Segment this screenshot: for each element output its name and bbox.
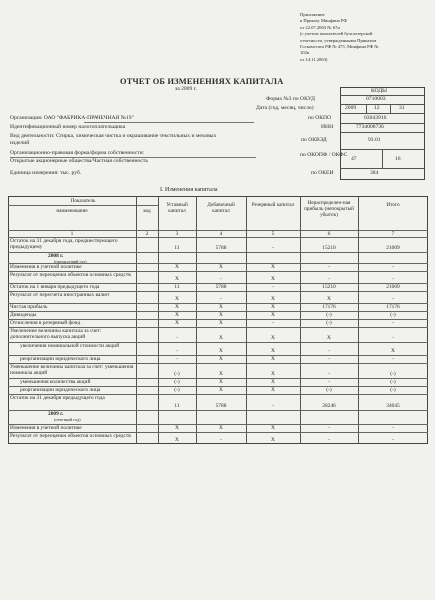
table-row	[8, 237, 428, 252]
unit-label: Единица измерения: тыс. руб.	[10, 170, 82, 176]
table-row	[8, 424, 428, 432]
activity-label: Вид деятельности: Стирка, химическая чистка и окрашивание текстильных и меховых	[10, 133, 217, 139]
row-value-c6: (-)	[326, 319, 332, 326]
row-value-c3: (-)	[174, 378, 180, 385]
inn-label: Идентификационный номер налогоплательщика	[10, 124, 126, 130]
row-value-c4: X	[219, 370, 223, 377]
row-value-c7: 21009	[386, 244, 400, 251]
row-value-c3: X	[175, 303, 179, 310]
row-value-c4: -	[220, 295, 222, 302]
row-value-c6: 15210	[322, 283, 336, 290]
row-value-c4: 5788	[215, 402, 227, 409]
row-name: Изменения в учетной политике	[10, 264, 82, 270]
column-number: 3	[175, 230, 179, 237]
table-row	[8, 311, 428, 319]
row-value-c3: (-)	[174, 386, 180, 393]
row-value-c6: -	[328, 436, 330, 443]
row-value-c4: X	[219, 311, 223, 318]
okei-value: 384	[370, 170, 379, 176]
row-value-c3: (-)	[174, 370, 180, 377]
row-value-c4: 5788	[215, 244, 227, 251]
okved-label: по ОКВЭД	[301, 137, 327, 143]
legal-form-value: Открытые акционерные общества/Частная собственность	[10, 158, 148, 164]
row-value-c6: 15210	[322, 244, 336, 251]
okopf-value: 47	[351, 156, 357, 162]
table-row	[8, 394, 428, 410]
row-value-c4: 5788	[215, 283, 227, 290]
row-value-c7: (-)	[390, 370, 396, 377]
table-row	[8, 271, 428, 283]
row-value-c4: X	[219, 334, 223, 341]
row-value-c6: X	[327, 334, 331, 341]
okved-value: 93.01	[368, 137, 381, 143]
row-value-c3: -	[176, 355, 178, 362]
table-row	[8, 355, 428, 363]
row-name: Остаток на 1 января предыдущего года	[10, 284, 100, 290]
row-value-c3: X	[175, 275, 179, 282]
table-row	[8, 378, 428, 386]
table-row	[8, 319, 428, 327]
row-subtitle: (отчетный год)	[54, 416, 81, 422]
okei-label: по ОКЕИ	[311, 170, 334, 176]
appendix-line: Приложение	[300, 12, 325, 17]
row-value-c7: -	[392, 263, 394, 270]
row-value-c5: X	[271, 355, 275, 362]
table-row	[8, 327, 428, 342]
table-row	[8, 303, 428, 311]
row-name: Остаток на 31 декабря предыдущего года	[10, 395, 105, 401]
row-value-c5: X	[271, 378, 275, 385]
row-name: Дивиденды	[10, 312, 37, 318]
row-value-c7: 21009	[386, 283, 400, 290]
appendix-line: от 22.07.2003 № 67н	[300, 24, 340, 30]
row-value-c3: -	[176, 347, 178, 354]
table-row	[8, 283, 428, 291]
row-value-c3: X	[175, 311, 179, 318]
row-name: Чистая прибыль	[10, 304, 48, 310]
row-value-c4: X	[219, 355, 223, 362]
row-value-c6: -	[328, 275, 330, 282]
row-name: Уменьшение величины капитала за счет: уменьшения номинала акций	[10, 364, 134, 376]
row-value-c5: X	[271, 436, 275, 443]
column-number: 1	[70, 230, 74, 237]
row-name: Отчисления в резервный фонд	[10, 320, 81, 326]
section-title: I. Изменения капитала	[160, 187, 218, 193]
header-indicator: Показатель	[70, 198, 96, 204]
row-value-c7: X	[391, 347, 395, 354]
row-value-c4: -	[220, 275, 222, 282]
row-value-c6: (-)	[326, 386, 332, 393]
row-value-c5: X	[271, 386, 275, 393]
table-row	[8, 386, 428, 394]
row-value-c4: X	[219, 347, 223, 354]
row-name: 2009 г.	[48, 411, 64, 417]
header-retained: Нераспределен-ная прибыль (непокрытый убыток)	[304, 200, 354, 219]
row-value-c3: -	[176, 334, 178, 341]
row-value-c7: (-)	[390, 386, 396, 393]
row-name: Результат от переоценки объектов основных средств	[10, 433, 131, 439]
row-value-c5: -	[272, 283, 274, 290]
column-number: 5	[271, 230, 275, 237]
row-value-c3: 11	[174, 402, 180, 409]
row-value-c5: X	[271, 334, 275, 341]
row-value-c6: -	[328, 347, 330, 354]
row-value-c4: X	[219, 424, 223, 431]
row-value-c7: -	[392, 319, 394, 326]
row-value-c5: X	[271, 303, 275, 310]
row-value-c3: X	[175, 319, 179, 326]
table-row	[8, 432, 428, 444]
row-value-c6: 17176	[322, 303, 336, 310]
row-value-c5: X	[271, 263, 275, 270]
row-name: уменьшения количества акций	[20, 379, 91, 385]
row-value-c7: -	[392, 424, 394, 431]
appendix-line: от 14.11.2003)	[300, 56, 328, 62]
form-label: Форма №3 по ОКУД	[266, 96, 315, 102]
row-value-c7: -	[392, 275, 394, 282]
row-value-c3: 11	[174, 244, 180, 251]
date-day: 31	[399, 105, 405, 111]
row-value-c3: X	[175, 295, 179, 302]
row-value-c5: -	[272, 244, 274, 251]
activity-label-2: изделий	[10, 140, 30, 146]
row-value-c7: -	[392, 334, 394, 341]
legal-form-label: Организационно-правовая форма/форма собственности:	[10, 150, 145, 156]
row-value-c6: -	[328, 263, 330, 270]
row-value-c4: X	[219, 319, 223, 326]
date-label: Дата (год, месяц, число)	[256, 105, 314, 111]
report-title: ОТЧЕТ ОБ ИЗМЕНЕНИЯХ КАПИТАЛА	[120, 77, 284, 86]
row-value-c5: X	[271, 424, 275, 431]
form-code: 0710003	[366, 96, 386, 102]
row-name: Остаток на 31 декабря года, предшествующего предыдущему	[10, 238, 118, 250]
column-number: 2	[145, 230, 149, 237]
row-value-c4: X	[219, 263, 223, 270]
table-row	[8, 410, 428, 424]
row-name: Результат от пересчета иностранных валют	[10, 292, 110, 298]
row-value-c6: 28246	[322, 402, 336, 409]
row-value-c4: X	[219, 386, 223, 393]
row-value-c5: X	[271, 295, 275, 302]
row-value-c6: -	[328, 355, 330, 362]
row-name: Увеличение величины капитала за счет: дополнительного выпуска акций	[10, 328, 102, 340]
appendix-line: к Приказу Минфина РФ	[300, 18, 348, 24]
row-value-c5: -	[272, 402, 274, 409]
row-value-c7: -	[392, 295, 394, 302]
header-code: код	[143, 208, 151, 214]
table-row	[8, 252, 428, 263]
inn-code-label: ИНН	[321, 124, 334, 130]
appendix-line: Госкомстата РФ № 475, Минфина РФ №	[300, 44, 379, 49]
row-value-c7: -	[392, 436, 394, 443]
row-name: Изменения в учетной политике	[10, 425, 82, 431]
row-value-c6: (-)	[326, 311, 332, 318]
row-name: Результат от переоценки объектов основных средств	[10, 272, 131, 278]
report-period: за 2009 г.	[175, 86, 197, 92]
appendix-line: 102н	[300, 50, 310, 56]
codes-header: КОДЫ	[371, 88, 388, 94]
table-row	[8, 263, 428, 271]
row-name: реорганизации юридического лица	[20, 356, 101, 362]
row-value-c3: X	[175, 424, 179, 431]
row-value-c7: 17176	[386, 303, 400, 310]
row-value-c4: X	[219, 378, 223, 385]
header-reserve: Резервный капитал	[251, 202, 295, 208]
row-value-c5: X	[271, 311, 275, 318]
row-value-c3: X	[175, 436, 179, 443]
row-value-c5: X	[271, 347, 275, 354]
row-value-c5: X	[271, 370, 275, 377]
header-total: Итого	[386, 202, 400, 208]
okpo-label: по ОКПО	[308, 115, 332, 121]
row-value-c7: 34045	[386, 402, 400, 409]
row-value-c7: (-)	[390, 378, 396, 385]
row-value-c6: -	[328, 378, 330, 385]
row-value-c4: -	[220, 436, 222, 443]
row-value-c6: -	[328, 424, 330, 431]
row-value-c3: X	[175, 263, 179, 270]
column-number: 4	[219, 230, 223, 237]
appendix-line: (с учетом показателей бухгалтерской	[300, 31, 373, 37]
column-number: 7	[391, 230, 395, 237]
header-additional: Добавочный капитал	[207, 202, 235, 215]
header-charter: Уставный капитал	[166, 202, 188, 215]
date-year: 2009	[345, 105, 357, 111]
row-name: 2008 г.	[48, 253, 64, 259]
table-row	[8, 363, 428, 378]
row-value-c7: -	[392, 355, 394, 362]
row-subtitle: (предыдущий год)	[54, 258, 87, 264]
header-name: наименование	[56, 208, 88, 214]
row-value-c3: 11	[174, 283, 180, 290]
okpo-value: 03043916	[364, 115, 387, 121]
appendix-line: отчетности, утвержденными Приказом	[300, 37, 377, 43]
organization-label: Организация: ОАО "ФАБРИКА-ПРАЧЕЧНАЯ №19"	[10, 115, 134, 121]
row-value-c6: X	[327, 295, 331, 302]
okfs-value: 16	[395, 156, 401, 162]
date-month: 12	[374, 105, 380, 111]
row-name: реорганизации юридического лица	[20, 387, 101, 393]
table-row	[8, 342, 428, 355]
row-value-c6: -	[328, 370, 330, 377]
row-name: увеличения номинальной стоимости акций	[20, 343, 120, 349]
row-value-c4: X	[219, 303, 223, 310]
row-value-c5: X	[271, 275, 275, 282]
row-value-c5: -	[272, 319, 274, 326]
column-number: 6	[327, 230, 331, 237]
row-value-c7: (-)	[390, 311, 396, 318]
inn-value: 7734008736	[356, 124, 384, 130]
table-row	[8, 291, 428, 303]
okopf-label: по ОКОПФ / ОКФС	[300, 152, 348, 158]
